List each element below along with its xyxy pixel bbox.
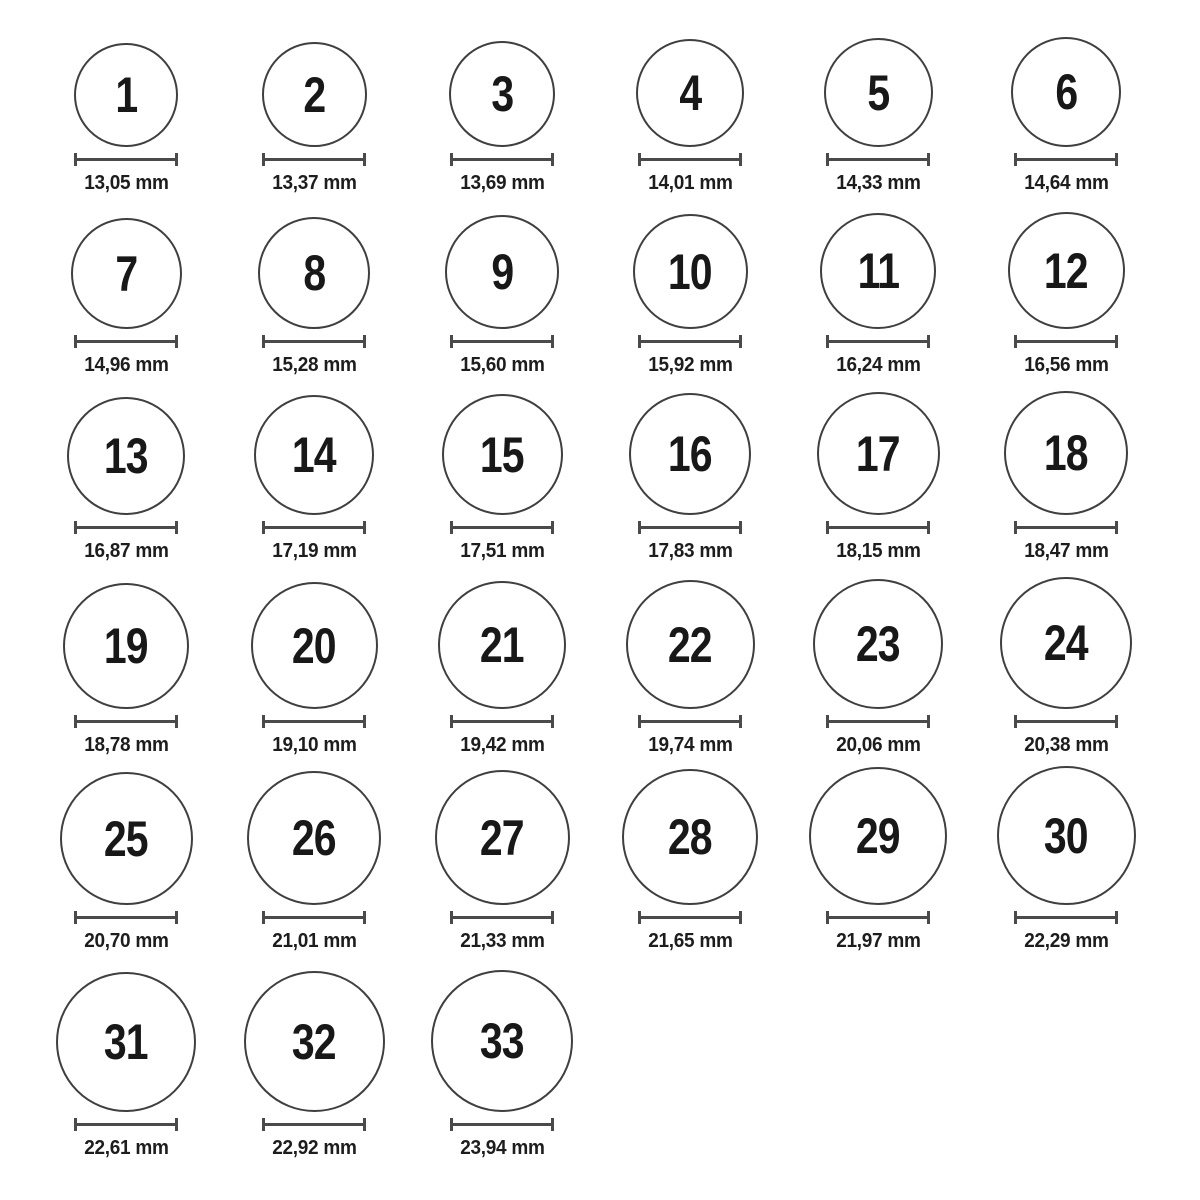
ring-size-number: 7 xyxy=(115,245,137,302)
ring-circle xyxy=(636,39,744,147)
ring-size-number: 28 xyxy=(668,809,712,865)
diameter-label: 16,87 mm xyxy=(83,540,169,562)
ring-size-number: 9 xyxy=(491,244,513,300)
diameter-label: 22,61 mm xyxy=(83,1137,169,1159)
ring-size-number: 19 xyxy=(104,618,148,674)
ring-circle xyxy=(258,217,370,329)
ring-circle xyxy=(820,213,936,329)
diameter-label: 13,37 mm xyxy=(271,172,357,194)
diameter-ruler xyxy=(450,521,554,534)
diameter-label: 21,65 mm xyxy=(647,930,733,952)
diameter-ruler xyxy=(450,335,554,348)
diameter-ruler xyxy=(638,521,742,534)
diameter-label: 18,15 mm xyxy=(835,540,921,562)
diameter-label: 19,74 mm xyxy=(647,734,733,756)
ring-circle xyxy=(435,770,570,905)
ring-size-number: 6 xyxy=(1055,64,1077,120)
ring-size-item xyxy=(220,771,408,953)
diameter-label: 15,28 mm xyxy=(271,354,357,376)
ring-size-item xyxy=(596,393,784,563)
ring-circle xyxy=(449,41,555,147)
ring-size-item xyxy=(784,767,972,953)
diameter-label: 20,38 mm xyxy=(1023,734,1109,756)
ring-size-number: 4 xyxy=(679,65,701,121)
ring-size-number: 22 xyxy=(668,616,712,673)
diameter-ruler xyxy=(826,335,930,348)
diameter-ruler xyxy=(74,911,178,924)
ring-circle xyxy=(74,43,178,147)
ring-size-item xyxy=(972,212,1160,377)
ring-circle xyxy=(247,771,381,905)
ring-size-item xyxy=(408,770,596,953)
ring-size-number: 15 xyxy=(480,426,524,483)
ring-size-number: 20 xyxy=(292,617,336,674)
ring-circle xyxy=(60,772,193,905)
ring-row xyxy=(32,391,1200,563)
ring-size-item xyxy=(32,583,220,757)
diameter-label: 16,56 mm xyxy=(1023,354,1109,376)
ring-size-item xyxy=(408,970,596,1160)
ring-circle xyxy=(251,582,378,709)
ring-circle xyxy=(997,766,1136,905)
diameter-ruler xyxy=(638,335,742,348)
ring-circle xyxy=(1004,391,1128,515)
ring-size-item xyxy=(596,214,784,377)
ring-size-number: 30 xyxy=(1044,807,1088,864)
ring-size-number: 33 xyxy=(480,1013,524,1069)
diameter-ruler xyxy=(826,153,930,166)
diameter-ruler xyxy=(638,715,742,728)
ring-size-item xyxy=(220,217,408,377)
diameter-label: 21,33 mm xyxy=(459,930,545,952)
ring-size-number: 3 xyxy=(491,66,513,122)
diameter-label: 14,33 mm xyxy=(835,172,921,194)
ring-size-item xyxy=(596,769,784,953)
ring-size-number: 8 xyxy=(303,245,325,301)
ring-circle xyxy=(1000,577,1132,709)
diameter-label: 14,64 mm xyxy=(1023,172,1109,194)
ring-size-number: 11 xyxy=(857,243,899,299)
ring-size-number: 24 xyxy=(1044,615,1088,671)
diameter-ruler xyxy=(74,1118,178,1131)
diameter-ruler xyxy=(1014,911,1118,924)
ring-size-item xyxy=(32,972,220,1160)
ring-size-number: 16 xyxy=(668,426,712,482)
diameter-label: 17,19 mm xyxy=(271,540,357,562)
ring-size-item xyxy=(220,42,408,195)
diameter-label: 20,06 mm xyxy=(835,734,921,756)
ring-size-item xyxy=(32,43,220,195)
ring-circle xyxy=(56,972,196,1112)
ring-circle xyxy=(438,581,566,709)
ring-circle xyxy=(633,214,748,329)
ring-size-number: 13 xyxy=(104,428,148,484)
diameter-label: 17,83 mm xyxy=(647,540,733,562)
ring-size-number: 23 xyxy=(856,616,900,672)
diameter-label: 13,05 mm xyxy=(83,172,169,194)
ring-size-item xyxy=(408,394,596,563)
ring-size-number: 25 xyxy=(104,810,148,867)
ring-row xyxy=(32,766,1200,953)
ring-size-number: 5 xyxy=(867,64,889,121)
ring-circle xyxy=(244,971,385,1112)
ring-circle xyxy=(629,393,751,515)
diameter-ruler xyxy=(826,521,930,534)
diameter-label: 13,69 mm xyxy=(459,172,545,194)
ring-circle xyxy=(1011,37,1121,147)
ring-circle xyxy=(254,395,374,515)
ring-size-item xyxy=(220,395,408,563)
ring-circle xyxy=(622,769,758,905)
diameter-ruler xyxy=(1014,153,1118,166)
ring-size-item xyxy=(972,37,1160,195)
diameter-ruler xyxy=(450,153,554,166)
diameter-ruler xyxy=(638,911,742,924)
ring-circle xyxy=(262,42,367,147)
diameter-label: 21,97 mm xyxy=(835,930,921,952)
ring-size-item xyxy=(408,215,596,377)
diameter-ruler xyxy=(826,911,930,924)
ring-row xyxy=(32,212,1200,377)
ring-size-item xyxy=(220,971,408,1160)
diameter-ruler xyxy=(450,911,554,924)
ring-size-number: 21 xyxy=(480,617,524,673)
diameter-label: 14,01 mm xyxy=(647,172,733,194)
diameter-ruler xyxy=(262,1118,366,1131)
ring-size-item xyxy=(972,766,1160,953)
ring-circle xyxy=(442,394,563,515)
diameter-label: 20,70 mm xyxy=(83,930,169,952)
diameter-ruler xyxy=(826,715,930,728)
diameter-label: 14,96 mm xyxy=(83,354,169,376)
diameter-label: 22,92 mm xyxy=(271,1137,357,1159)
diameter-ruler xyxy=(74,153,178,166)
ring-size-number: 10 xyxy=(668,243,712,300)
diameter-label: 16,24 mm xyxy=(835,354,921,376)
ring-circle xyxy=(431,970,573,1112)
diameter-label: 19,42 mm xyxy=(459,734,545,756)
ring-size-number: 27 xyxy=(480,809,524,866)
diameter-label: 21,01 mm xyxy=(271,930,357,952)
diameter-ruler xyxy=(262,715,366,728)
ring-circle xyxy=(1008,212,1125,329)
diameter-ruler xyxy=(450,715,554,728)
diameter-ruler xyxy=(450,1118,554,1131)
ring-circle xyxy=(67,397,185,515)
diameter-ruler xyxy=(74,335,178,348)
diameter-ruler xyxy=(74,521,178,534)
diameter-ruler xyxy=(638,153,742,166)
ring-circle xyxy=(63,583,189,709)
diameter-label: 18,78 mm xyxy=(83,734,169,756)
ring-size-number: 18 xyxy=(1044,425,1088,481)
diameter-label: 23,94 mm xyxy=(459,1137,545,1159)
ring-circle xyxy=(71,218,182,329)
ring-row xyxy=(32,577,1200,757)
ring-size-number: 12 xyxy=(1044,242,1088,299)
diameter-label: 19,10 mm xyxy=(271,734,357,756)
ring-size-number: 32 xyxy=(292,1013,336,1070)
ring-size-number: 29 xyxy=(856,808,900,864)
ring-size-number: 2 xyxy=(303,66,325,123)
ring-circle xyxy=(824,38,933,147)
ring-circle xyxy=(445,215,559,329)
ring-size-item xyxy=(220,582,408,757)
ring-size-item xyxy=(784,579,972,757)
diameter-label: 22,29 mm xyxy=(1023,930,1109,952)
ring-size-number: 31 xyxy=(104,1014,148,1070)
ring-size-item xyxy=(972,577,1160,757)
diameter-label: 15,60 mm xyxy=(459,354,545,376)
ring-circle xyxy=(813,579,943,709)
ring-size-number: 1 xyxy=(115,67,137,123)
ring-size-item xyxy=(596,39,784,195)
ring-size-item xyxy=(784,213,972,377)
ring-circle xyxy=(809,767,947,905)
diameter-ruler xyxy=(74,715,178,728)
ring-size-item xyxy=(32,772,220,953)
ring-size-number: 14 xyxy=(292,427,336,483)
ring-row xyxy=(32,37,1200,195)
ring-size-number: 17 xyxy=(856,425,900,482)
diameter-ruler xyxy=(1014,715,1118,728)
diameter-label: 18,47 mm xyxy=(1023,540,1109,562)
diameter-ruler xyxy=(262,153,366,166)
ring-size-item xyxy=(784,38,972,195)
ring-circle xyxy=(626,580,755,709)
ring-size-item xyxy=(972,391,1160,563)
diameter-label: 17,51 mm xyxy=(459,540,545,562)
ring-size-item xyxy=(32,397,220,563)
ring-circle xyxy=(817,392,940,515)
ring-size-item xyxy=(784,392,972,563)
ring-size-item xyxy=(32,218,220,377)
ring-size-number: 26 xyxy=(292,810,336,866)
diameter-ruler xyxy=(262,521,366,534)
diameter-ruler xyxy=(1014,335,1118,348)
ring-size-item xyxy=(408,581,596,757)
ring-size-item xyxy=(408,41,596,195)
diameter-ruler xyxy=(1014,521,1118,534)
diameter-ruler xyxy=(262,911,366,924)
ring-row xyxy=(32,970,1200,1160)
diameter-ruler xyxy=(262,335,366,348)
diameter-label: 15,92 mm xyxy=(647,354,733,376)
ring-size-item xyxy=(596,580,784,757)
